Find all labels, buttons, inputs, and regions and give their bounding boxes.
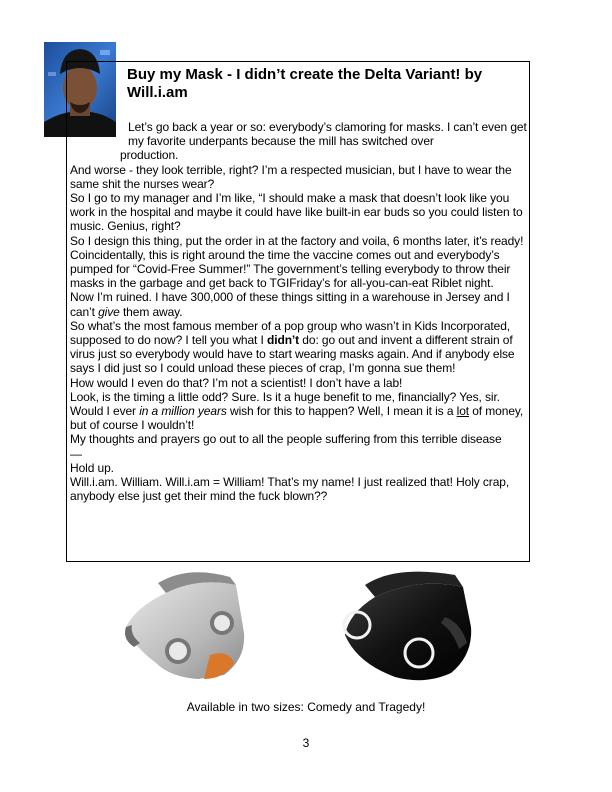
article-body xyxy=(70,120,528,503)
paragraph-7-bold: didn’t xyxy=(267,333,300,348)
paragraph-1-end: production. xyxy=(120,148,179,163)
mask-dark-image xyxy=(335,563,478,688)
paragraph-9-end: of money, but of course I wouldn’t! xyxy=(70,404,524,433)
paragraph-1-text: Let’s go back a year or so: everybody’s clamoring for masks. I can’t even get my favorite underpants because the mill has switched over xyxy=(128,120,527,149)
paragraph-12: Hold up. xyxy=(70,460,114,475)
image-caption: Available in two sizes: Comedy and Tragedy! xyxy=(186,700,426,714)
paragraph-1 xyxy=(70,120,528,163)
paragraph-4: So I design this thing, put the order in at the factory and voila, 6 months later, it’s ready! xyxy=(70,233,524,248)
paragraph-10: My thoughts and prayers go out to all the people suffering from this terrible disease xyxy=(70,432,502,447)
paragraph-9-emphasis: in a million years xyxy=(139,404,227,419)
paragraph-7-text: So what’s the most famous member of a pop group who wasn’t in Kids Incorporated, supposed to do now? I tell you what I xyxy=(70,318,511,348)
paragraph-9-mid: wish for this to happen? Well, I mean it is a xyxy=(226,404,457,419)
paragraph-8: How would I even do that? I’m not a scientist! I don’t have a lab! xyxy=(70,375,403,390)
paragraph-6-emphasis: give xyxy=(98,304,120,319)
paragraph-6-end: them away. xyxy=(119,304,183,319)
paragraph-7-end: do: go out and invent a different strain of virus just so everybody would have to start wearing masks again. And if anybody else says I did just so I could unload these pieces of crap, I’m gonna sue them! xyxy=(70,333,515,376)
page-number: 3 xyxy=(302,736,310,750)
paragraph-9 xyxy=(70,390,528,433)
paragraph-5: Coincidentally, this is right around the time the vaccine comes out and everybody’s pumped for “Covid-Free Summer!” The government’s telling everybody to throw their masks in the garbage and get back to TGIFriday’s for all-you-can-eat Riblet night. xyxy=(70,247,511,291)
paragraph-6 xyxy=(70,290,528,318)
article-title: Buy my Mask - I didn’t create the Delta Variant! by Will.i.am xyxy=(127,66,483,101)
paragraph-6-text: Now I’m ruined. I have 300,000 of these things sitting in a warehouse in Jersey and I can’t xyxy=(70,290,510,319)
paragraph-9-underline: lot xyxy=(456,404,469,419)
paragraph-2: And worse - they look terrible, right? I’m a respected musician, but I have to wear the same shit the nurses wear? xyxy=(70,162,512,191)
paragraph-3: So I go to my manager and I’m like, “I should make a mask that doesn’t look like you work in the hospital and maybe it could have like built-in ear buds so you could listen to music. Genius, right? xyxy=(70,191,523,234)
mask-light-image xyxy=(118,563,256,688)
paragraph-11: — xyxy=(70,446,82,461)
paragraph-13: Will.i.am. William. Will.i.am = William! That’s my name! I just realized that! Holy crap, anybody else just get their mind the fuck blown?? xyxy=(70,475,510,504)
paragraph-7 xyxy=(70,319,528,376)
paragraph-9-text: Look, is the timing a little odd? Sure. Is it a huge benefit to me, financially? Yes, sir. Would I ever xyxy=(70,389,500,419)
